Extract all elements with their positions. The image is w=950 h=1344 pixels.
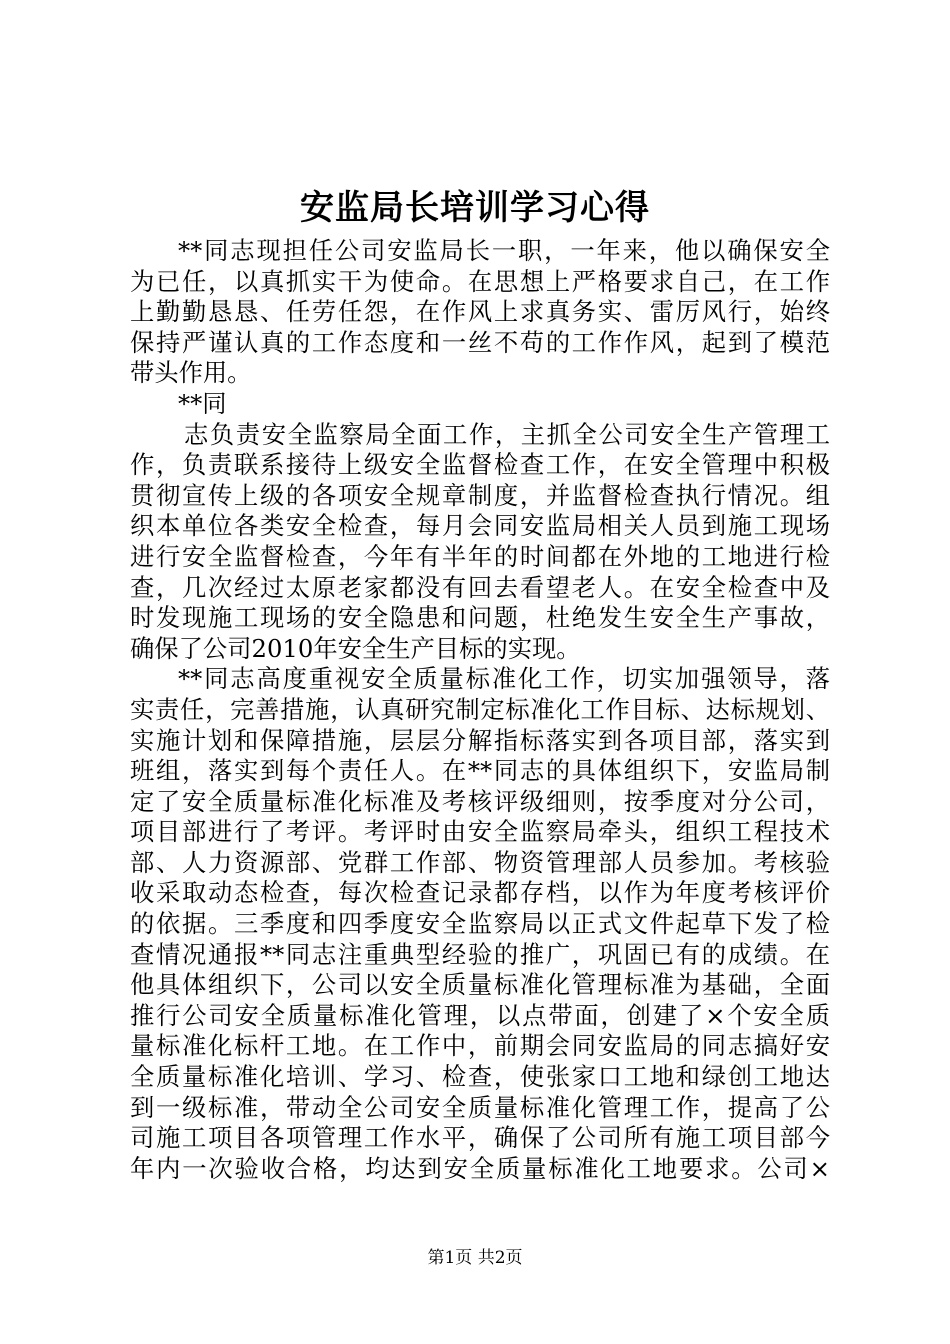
- paragraph-line: 确保了公司2010年安全生产目标的实现。: [130, 633, 581, 663]
- paragraph-line: 查，几次经过太原老家都没有回去看望老人。在安全检查中及: [130, 572, 830, 602]
- paragraph-line: 收采取动态检查，每次检查记录都存档，以作为年度考核评价: [130, 878, 830, 908]
- paragraph-line: 的依据。三季度和四季度安全监察局以正式文件起草下发了检: [130, 909, 830, 939]
- paragraph-line: 到一级标准，带动全公司安全质量标准化管理工作，提高了公: [130, 1092, 830, 1122]
- paragraph-line: 上勤勤恳恳、任劳任怨，在作风上求真务实、雷厉风行，始终: [130, 297, 830, 327]
- paragraph-line: 量标准化标杆工地。在工作中，前期会同安监局的同志搞好安: [130, 1031, 830, 1061]
- paragraph-line: 实施计划和保障措施，层层分解指标落实到各项目部，落实到: [130, 725, 830, 755]
- paragraph-line: 司施工项目各项管理工作水平，确保了公司所有施工项目部今: [130, 1123, 830, 1153]
- paragraph-line: 志负责安全监察局全面工作，主抓全公司安全生产管理工: [184, 419, 830, 449]
- paragraph-line: 定了安全质量标准化标准及考核评级细则，按季度对分公司，: [130, 786, 830, 816]
- document-title: 安监局长培训学习心得: [300, 188, 650, 228]
- paragraph-line: **同志高度重视安全质量标准化工作，切实加强领导，落: [178, 664, 830, 694]
- paragraph-line: 进行安全监督检查，今年有半年的时间都在外地的工地进行检: [130, 541, 830, 571]
- document-body: [130, 236, 830, 1184]
- paragraph-line: 贯彻宣传上级的各项安全规章制度，并监督检查执行情况。组: [130, 480, 830, 510]
- paragraph-line: 实责任，完善措施，认真研究制定标准化工作目标、达标规划、: [130, 694, 830, 724]
- paragraph-line: 查情况通报**同志注重典型经验的推广，巩固已有的成绩。在: [130, 939, 830, 969]
- paragraph-line: 部、人力资源部、党群工作部、物资管理部人员参加。考核验: [130, 847, 830, 877]
- paragraph-line: **同: [178, 388, 227, 418]
- paragraph-line: 项目部进行了考评。考评时由安全监察局牵头，组织工程技术: [130, 817, 830, 847]
- paragraph-line: 全质量标准化培训、学习、检查，使张家口工地和绿创工地达: [130, 1062, 830, 1092]
- paragraph-line: 他具体组织下，公司以安全质量标准化管理标准为基础，全面: [130, 970, 830, 1000]
- page-footer: 第1页 共2页: [427, 1248, 523, 1268]
- paragraph-line: 作，负责联系接待上级安全监督检查工作，在安全管理中积极: [130, 450, 830, 480]
- paragraph-line: 为已任，以真抓实干为使命。在思想上严格要求自己，在工作: [130, 266, 830, 296]
- paragraph-line: 织本单位各类安全检查，每月会同安监局相关人员到施工现场: [130, 511, 830, 541]
- paragraph-line: 推行公司安全质量标准化管理，以点带面，创建了×个安全质: [130, 1000, 830, 1030]
- paragraph-line: 时发现施工现场的安全隐患和问题，杜绝发生安全生产事故，: [130, 603, 830, 633]
- paragraph-line: 带头作用。: [130, 358, 252, 388]
- paragraph-line: **同志现担任公司安监局长一职，一年来，他以确保安全: [178, 236, 830, 265]
- paragraph-line: 年内一次验收合格，均达到安全质量标准化工地要求。公司×: [130, 1153, 830, 1183]
- paragraph-line: 班组，落实到每个责任人。在**同志的具体组织下，安监局制: [130, 756, 830, 786]
- paragraph-line: 保持严谨认真的工作态度和一丝不苟的工作作风，起到了模范: [130, 327, 830, 357]
